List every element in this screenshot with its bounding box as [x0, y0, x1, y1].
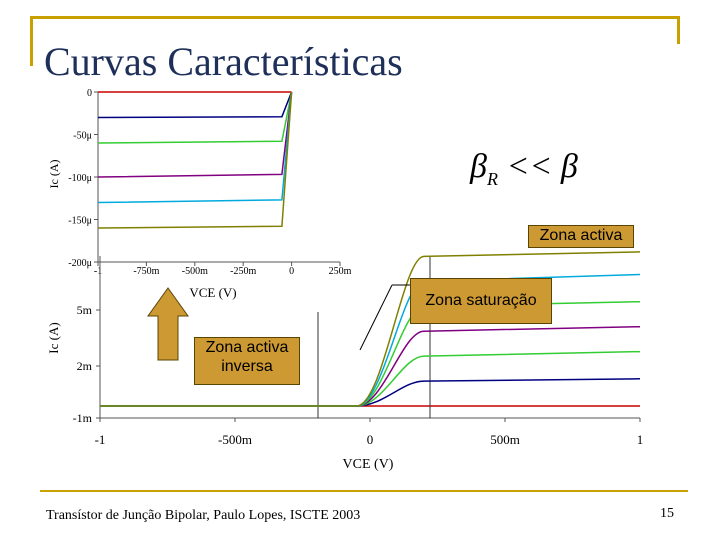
zona-activa-label: Zona activa: [528, 225, 634, 248]
bottom-x-tick-label: 0: [366, 432, 374, 447]
top-x-tick-label: 250m: [328, 266, 352, 277]
top-x-tick-label: -750m: [133, 266, 160, 277]
top-x-tick-label: -250m: [230, 266, 257, 277]
bottom-x-tick-label: 1: [636, 432, 644, 447]
top-chart-y-label: Ic (A): [47, 159, 61, 189]
formula-subscript-r: R: [486, 168, 498, 189]
saturation-pointer-line: [360, 285, 392, 350]
bottom-x-tick-label: -1: [94, 432, 106, 447]
up-arrow-icon: [148, 288, 188, 360]
top-chart: [47, 88, 352, 300]
bottom-y-tick-label: -1m: [72, 411, 92, 425]
top-x-tick-label: 0: [289, 266, 295, 277]
formula-beta-r: β: [470, 148, 487, 185]
top-x-tick-label: -1: [93, 266, 103, 277]
beta-relation-formula: [470, 148, 578, 190]
top-y-tick-label: -200μ: [68, 258, 92, 269]
slide-footer: Transístor de Junção Bipolar, Paulo Lopes, ISCTE 2003: [46, 508, 361, 523]
bottom-chart-y-label: Ic (A): [46, 322, 61, 354]
zona-saturacao-label: Zona saturação: [410, 278, 552, 324]
top-y-tick-label: 0: [87, 88, 92, 99]
top-y-tick-label: -100μ: [68, 173, 92, 184]
bottom-y-tick-label: 5m: [76, 303, 92, 317]
zona-activa-inversa-label: [194, 337, 300, 385]
slide-title: Curvas Características: [44, 39, 403, 84]
top-x-tick-label: -500m: [181, 266, 208, 277]
bottom-x-tick-label: 500m: [490, 432, 520, 447]
bottom-chart-x-label: VCE (V): [342, 457, 394, 472]
top-chart-x-label: VCE (V): [189, 285, 237, 300]
top-y-tick-label: -150μ: [68, 215, 92, 227]
top-y-tick-label: -50μ: [73, 130, 92, 142]
formula-relation: <<: [506, 148, 553, 185]
bottom-y-tick-label: 2m: [76, 359, 92, 373]
bottom-chart-x-ticks: [95, 418, 644, 447]
bottom-chart: [46, 252, 643, 472]
zona-activa-inversa-line1: Zona activa: [205, 339, 289, 356]
bottom-series-line-5: [100, 275, 640, 407]
bottom-x-tick-label: -500m: [218, 432, 252, 447]
bottom-chart-y-ticks: [73, 303, 100, 425]
zona-activa-inversa-line2: inversa: [221, 358, 273, 375]
page-number: 15: [660, 506, 674, 521]
formula-beta: β: [560, 148, 578, 185]
